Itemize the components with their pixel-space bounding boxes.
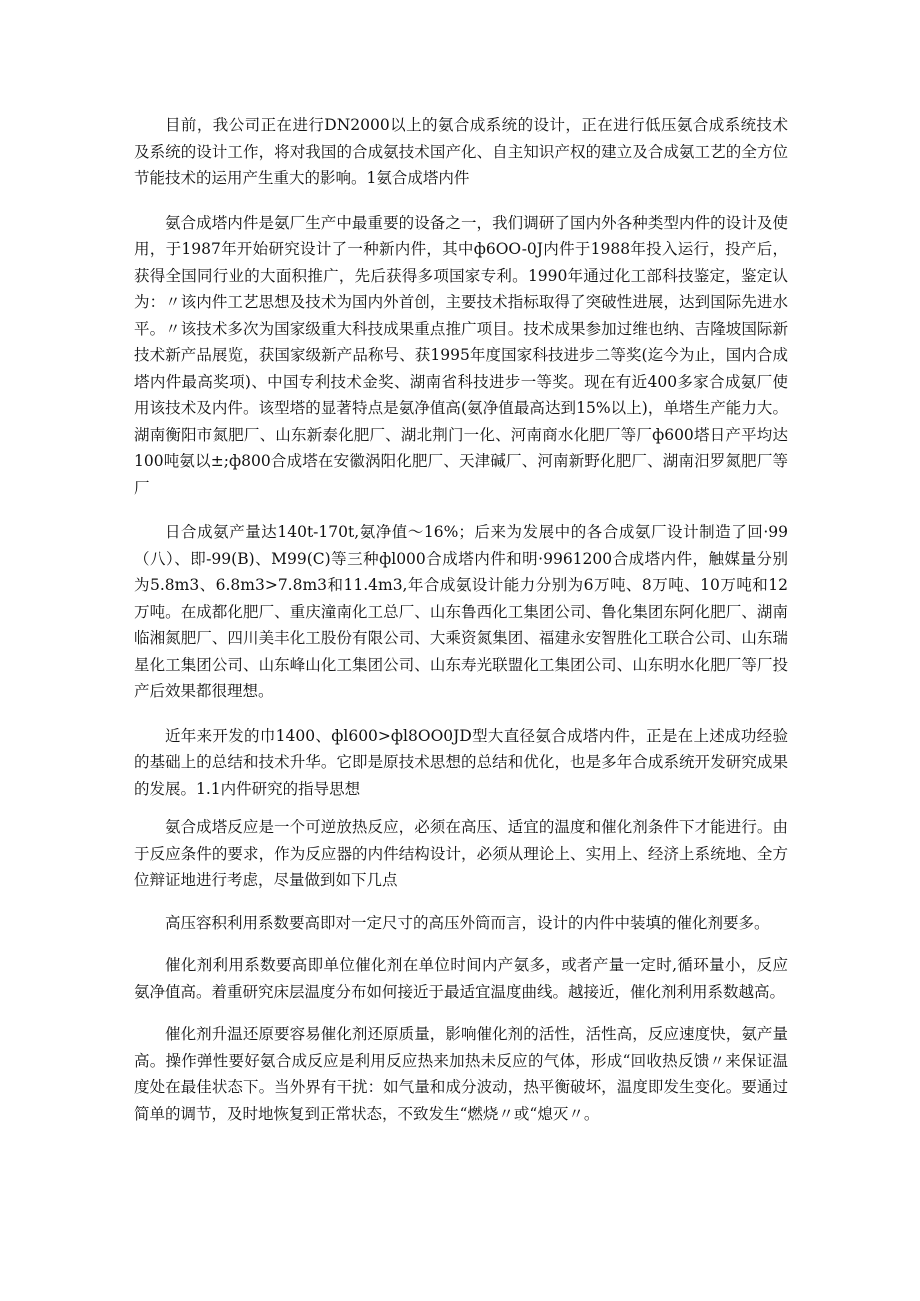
paragraph-catalyst-reduction: 催化剂升温还原要容易催化剂还原质量，影响催化剂的活性，活性高，反应速度快，氨产量高。操作弹性要好氨合成反应是利用反应热来加热未反应的气体，形成“回收热反馈〃来保证温度处在最佳状态下。当外界有干扰：如气量和成分波动，热平衡破坏，温度即发生变化。要通过简单的调节，及时地恢复到正常状态，不致发生“燃烧〃或“熄灭〃。 [134,1025,788,1123]
paragraph-volume-utilization: 高压容积利用系数要高即对一定尺寸的高压外筒而言，设计的内件中装填的催化剂要多。 [165,913,770,932]
paragraph-intro: 目前，我公司正在进行DN2000以上的氨合成系统的设计，正在进行低压氨合成系统技术及系统的设计工作，将对我国的合成氨技术国产化、自主知识产权的建立及合成氨工艺的全方位节能技术的运用产生重大的影响。1氨合成塔内件 [134,116,788,187]
paragraph-reaction-design: 氨合成塔反应是一个可逆放热反应，必须在高压、适宜的温度和催化剂条件下才能进行。由于反应条件的要求，作为反应器的内件结构设计，必须从理论上、实用上、经济上系统地、全方位辩证地进行考虑，尽量做到如下几点 [134,818,788,889]
document-body [134,112,788,1127]
paragraph-inner-parts-history: 氨合成塔内件是氨厂生产中最重要的设备之一，我们调研了国内外各种类型内件的设计及使用，于1987年开始研究设计了一种新内件，其中ф6OO-0J内件于1988年投入运行，投产后，获得全国同行业的大面积推广，先后获得多项国家专利。1990年通过化工部科技鉴定，鉴定认为：〃该内件工艺思想及技术为国内外首创，主要技术指标取得了突破性进展，达到国际先进水平。〃该技术多次为国家级重大科技成果重点推广项目。技术成果参加过维也纳、吉隆坡国际新技术新产品展览，获国家级新产品称号、获1995年度国家科技进步二等奖(迄今为止，国内合成塔内件最高奖项)、中国专利技术金奖、湖南省科技进步一等奖。现在有近400多家合成氨厂使用该技术及内件。该型塔的显著特点是氨净值高(氨净值最高达到15%以上)，单塔生产能力大。湖南衡阳市氮肥厂、山东新泰化肥厂、湖北荆门一化、河南商水化肥厂等厂ф600塔日产平均达100吨氨以±;ф800合成塔在安徽涡阳化肥厂、天津碱厂、河南新野化肥厂、湖南汨罗氮肥厂等厂 [134,213,788,497]
paragraph-large-diameter: 近年来开发的巾1400、фl600>фl8OO0JD型大直径氨合成塔内件，正是在上述成功经验的基础上的总结和技术升华。它即是原技术思想的总结和优化，也是多年合成系统开发研究成果的发展。1.1内件研究的指导思想 [134,726,788,798]
paragraph-catalyst-utilization: 催化剂利用系数要高即单位催化剂在单位时间内产氨多，或者产量一定时,循环量小，反应氨净值高。着重研究床层温度分布如何接近于最适宜温度曲线。越接近，催化剂利用系数越高。 [134,956,788,1001]
paragraph-production-output: 日合成氨产量达140t-170t,氨净值～16%；后来为发展中的各合成氨厂设计制造了回·99（八）、即-99(B)、M99(C)等三种фl000合成塔内件和明·9961200合成塔内件，触媒量分别为5.8m3、6.8m3>7.8m3和11.4m3,年合成氨设计能力分别为6万吨、8万吨、10万吨和12万吨。在成都化肥厂、重庆潼南化工总厂、山东鲁西化工集团公司、鲁化集团东阿化肥厂、湖南临湘氮肥厂、四川美丰化工股份有限公司、大乘资氮集团、福建永安智胜化工联合公司、山东瑞星化工集团公司、山东峰山化工集团公司、山东寿光联盟化工集团公司、山东明水化肥厂等厂投产后效果都很理想。 [134,523,788,700]
